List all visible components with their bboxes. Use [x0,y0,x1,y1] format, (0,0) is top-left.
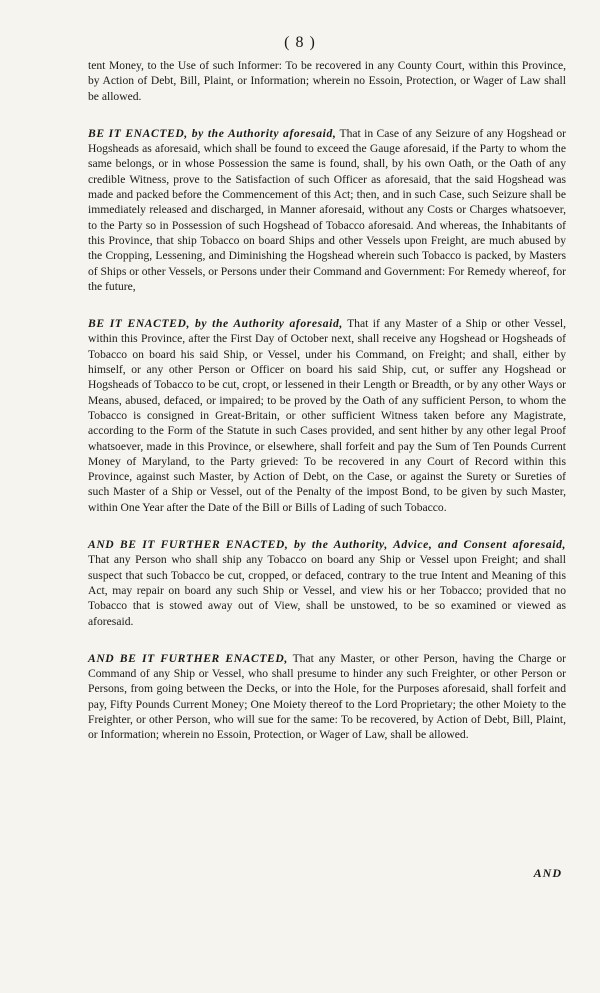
paragraph-text: tent Money, to the Use of such Informer: To be recovered in any County Court, within this Province, by Action of Debt, Bill, Plaint, or Information; wherein no Essoin, Protection, or Wager of Law shall be allowed. [88,59,566,103]
catchword: AND [533,866,562,880]
paragraph-text: That if any Master of a Ship or other Vessel, within this Province, after the First Day of October next, shall receive any Hogshead or Hogsheads of Tobacco on board his said Ship, or Vessel, under his Command, on Freight; and shall, either by himself, or any other Person or Officer on board his said Ship, cut, or suffer any Hogshead or Hogsheads of Tobacco to be cut, cropt, or lessened in their Length or Breadth, or by any other Ways or Means, abused, defaced, or impaired; to be proved by the Oath of any sufficient Person, to whom the Tobacco is consigned in Great-Britain, or other sufficient Witness taken before any Magistrate, according to the Form of the Statute in such Cases provided, and sent hither by any other legal Proof whatsoever, made in this Province, or elsewhere, shall forfeit and pay the Sum of Ten Pounds Current Money of Maryland, to the Party grieved: To be recovered in any Court of Record within this Province, against such Master, by Action of Debt, on the Case, or against the Surety or Sureties of such Master of a Ship or Vessel, out of the Penalty of the impost Bond, to be given by such Master, within One Year after the Date of the Bill or Bills of Lading of such Tobacco. [88,317,566,514]
paragraph-text: That any Master, or other Person, having the Charge or Command of any Ship or Vessel, who shall presume to hinder any such Freighter, or other Person or Persons, from going between the Decks, or into the Hole, for the Purposes aforesaid, shall forfeit and pay, Fifty Pounds Current Money; One Moiety thereof to the Lord Proprietary; the other Moiety to the Freighter, or other Person, who will sue for the same: To be recovered, by Action of Debt, Bill, Plaint, or Information; wherein no Essoin, Protection, or Wager of Law, shall be allowed. [88,651,566,742]
paragraph-master-penalty [88,316,566,515]
enacting-clause: BE IT ENACTED, by the Authority aforesaid, [88,126,337,140]
enacting-clause: BE IT ENACTED, by the Authority aforesaid, [88,317,343,331]
paragraph-text: That in Case of any Seizure of any Hogshead or Hogsheads as aforesaid, which shall be found to exceed the Gauge aforesaid, if the Party to whom the same belongs, or in whose Possession the same is found, shall, by his own Oath, or the Oath of any credible Witness, prove to the Satisfaction of such Officer as aforesaid, that the said Hogshead was made and packed before the Commencement of this Act; then, and in such Case, such Seizure shall be immediately released and discharged, in Manner aforesaid, without any Costs or Charges whatsoever, to the Party so in Possession of such Hogshead of Tobacco aforesaid. And whereas, the Inhabitants of this Province, that ship Tobacco on board Ships and other Vessels upon Freight, are much abused by the Cropping, Lessening, and Diminishing the Hogshead wherein such Tobacco is packed, by Masters of Ships or other Vessels, or Persons under their Command and Government: For Remedy whereof, for the future, [88,126,566,293]
paragraph-text: That any Person who shall ship any Tobacco on board any Ship or Vessel upon Freight; and shall suspect that such Tobacco be cut, cropped, or defaced, contrary to the true Intent and Meaning of this Act, may repair on board any such Ship or Vessel, and view his or her Tobacco; provided that no Tobacco that is stowed away out of View, shall be unstowed, to be so examined or viewed as aforesaid. [88,553,566,628]
paragraph-seizure-release [88,126,566,294]
enacting-clause: AND BE IT FURTHER ENACTED, [88,651,288,665]
paragraph-inspection-right [88,537,566,629]
page-number: ( 8 ) [284,34,316,51]
enacting-clause: AND BE IT FURTHER ENACTED, by the Authority, Advice, and Consent aforesaid, [88,538,566,552]
body-text [88,58,566,743]
paragraph-hindrance-penalty [88,651,566,743]
paragraph-continuation [88,58,566,104]
